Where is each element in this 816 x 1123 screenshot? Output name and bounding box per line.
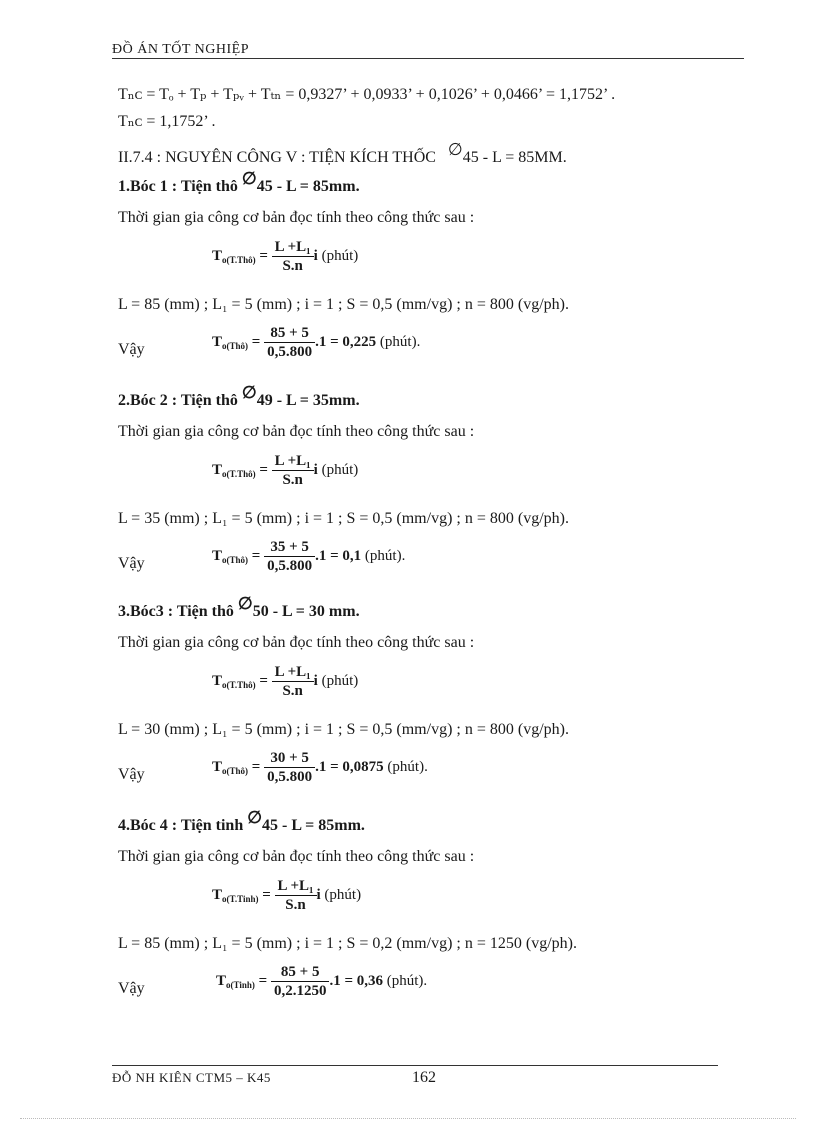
- formula-subscript: o(T.Thô): [222, 679, 256, 690]
- running-header: ĐỒ ÁN TỐT NGHIỆP: [112, 42, 249, 57]
- step-description: Thời gian gia công cơ bản đọc tính theo công thức sau :: [118, 209, 475, 226]
- calc-lhs: $T_{o(Tinh)}$ =: [216, 972, 268, 990]
- step-parameters: L = 85 (mm) ; L₁ = 5 (mm) ; i = 1 ; S = 0,5 (mm/vg) ; n = 800 (vg/ph).: [118, 296, 569, 313]
- calc-subscript: o(Thô): [222, 765, 249, 776]
- formula-multiplier: i: [313, 247, 318, 264]
- step-heading-prefix: 3.Bóc3 : Tiện thô: [118, 603, 238, 620]
- calc-numerator: 85 + 5: [271, 963, 330, 982]
- step-heading-suffix: 45 - L = 85mm.: [262, 817, 365, 834]
- calc-subscript: o(Thô): [222, 340, 249, 351]
- step-heading: [118, 169, 360, 196]
- calc-multiplier: .1 =: [329, 972, 357, 989]
- fraction-denominator: S.n: [285, 897, 306, 913]
- calc-numerator: 30 + 5: [264, 749, 315, 768]
- formula-subscript: o(T.Thô): [222, 254, 256, 265]
- therefore-label: Vậy: [118, 766, 145, 783]
- diameter-icon: ∅: [241, 383, 257, 402]
- formula-fraction: [272, 238, 314, 275]
- step-description: Thời gian gia công cơ bản đọc tính theo công thức sau :: [118, 423, 475, 440]
- calc-multiplier: .1 =: [315, 547, 343, 564]
- calculation-formula: [212, 749, 428, 786]
- calculation-formula: [212, 324, 420, 361]
- page-edge: [20, 1118, 796, 1119]
- footer-rule: [112, 1065, 718, 1066]
- step-heading: [118, 808, 365, 835]
- step-parameters: L = 35 (mm) ; L₁ = 5 (mm) ; i = 1 ; S = 0,5 (mm/vg) ; n = 800 (vg/ph).: [118, 510, 569, 527]
- calc-fraction: [271, 963, 330, 1000]
- general-formula: [212, 877, 361, 914]
- formula-fraction: [272, 663, 314, 700]
- formula-multiplier: i: [313, 461, 318, 478]
- calc-result: 0,1: [342, 547, 362, 564]
- fraction-numerator: L +L₁: [275, 877, 317, 896]
- step-parameters: L = 85 (mm) ; L₁ = 5 (mm) ; i = 1 ; S = 0,2 (mm/vg) ; n = 1250 (vg/ph).: [118, 935, 577, 952]
- calc-result: 0,0875: [342, 758, 384, 775]
- formula-fraction: [272, 452, 314, 489]
- total-time-line: Tₙᴄ = Tₒ + Tₚ + Tₚᵥ + Tₜₙ = 0,9327’ + 0,0933’ + 0,1026’ + 0,0466’ = 1,1752’ .: [118, 86, 616, 103]
- diameter-icon: ∅: [237, 594, 253, 613]
- formula-unit: (phút): [321, 461, 359, 478]
- fraction-numerator: L +L₁: [272, 452, 314, 471]
- step-heading-suffix: 45 - L = 85mm.: [256, 178, 360, 195]
- calc-numerator: 85 + 5: [264, 324, 315, 343]
- step-heading-prefix: 4.Bóc 4 : Tiện tinh: [118, 817, 248, 834]
- fraction-numerator: L +L₁: [272, 663, 314, 682]
- therefore-label: Vậy: [118, 555, 145, 572]
- formula-unit: (phút): [324, 886, 362, 903]
- page-number: 162: [412, 1069, 436, 1086]
- formula-lhs: $T_{o(T.Thô)}$ =: [212, 672, 268, 690]
- fraction-denominator: S.n: [282, 472, 303, 488]
- calc-numerator: 35 + 5: [264, 538, 315, 557]
- step-heading-suffix: 49 - L = 35mm.: [256, 392, 360, 409]
- step-heading: [118, 383, 360, 410]
- calc-fraction: [264, 324, 315, 361]
- formula-lhs: $T_{o(T.Thô)}$ =: [212, 247, 268, 265]
- calc-result: 0,36: [356, 972, 383, 989]
- calc-denominator: 0,5.800: [267, 769, 313, 785]
- section-title-prefix: II.7.4 : NGUYÊN CÔNG V : TIỆN KÍCH THỐC: [118, 149, 436, 166]
- formula-multiplier: i: [313, 672, 318, 689]
- calc-lhs: $T_{o(Thô)}$ =: [212, 758, 261, 776]
- calc-unit: (phút).: [364, 547, 406, 564]
- step-parameters: L = 30 (mm) ; L₁ = 5 (mm) ; i = 1 ; S = 0,5 (mm/vg) ; n = 800 (vg/ph).: [118, 721, 569, 738]
- calculation-formula: [216, 963, 427, 1000]
- formula-unit: (phút): [321, 247, 359, 264]
- calc-fraction: [264, 538, 315, 575]
- calc-unit: (phút).: [379, 333, 421, 350]
- total-time-result: Tₙᴄ = 1,1752’ .: [118, 113, 216, 130]
- header-rule: [112, 58, 744, 59]
- formula-multiplier: i: [316, 886, 321, 903]
- step-description: Thời gian gia công cơ bản đọc tính theo công thức sau :: [118, 848, 475, 865]
- calc-denominator: 0,2.1250: [273, 983, 327, 999]
- calc-subscript: o(Tinh): [226, 979, 255, 990]
- step-heading: [118, 594, 360, 621]
- general-formula: [212, 452, 358, 489]
- calc-unit: (phút).: [386, 972, 428, 989]
- calc-lhs: $T_{o(Thô)}$ =: [212, 547, 261, 565]
- step-heading-prefix: 2.Bóc 2 : Tiện thô: [118, 392, 242, 409]
- calc-denominator: 0,5.800: [267, 344, 313, 360]
- formula-fraction: [275, 877, 317, 914]
- formula-unit: (phút): [321, 672, 359, 689]
- calc-multiplier: .1 =: [315, 758, 343, 775]
- calc-unit: (phút).: [387, 758, 428, 775]
- section-title-suffix: 45 - L = 85MM.: [462, 149, 567, 166]
- calc-subscript: o(Thô): [222, 554, 249, 565]
- calc-fraction: [264, 749, 315, 786]
- fraction-denominator: S.n: [282, 258, 303, 274]
- calc-result: 0,225: [342, 333, 377, 350]
- formula-lhs: $T_{o(T.Tinh)}$ =: [212, 886, 271, 904]
- section-title: [118, 140, 567, 167]
- step-description: Thời gian gia công cơ bản đọc tính theo công thức sau :: [118, 634, 475, 651]
- diameter-icon: ∅: [247, 808, 263, 827]
- fraction-numerator: L +L₁: [272, 238, 314, 257]
- formula-subscript: o(T.Thô): [222, 468, 256, 479]
- diameter-icon: ∅: [447, 140, 463, 159]
- footer-author: ĐỖ NH KIÊN CTM5 – K45: [112, 1070, 271, 1085]
- general-formula: [212, 663, 358, 700]
- therefore-label: Vậy: [118, 341, 145, 358]
- therefore-label: Vậy: [118, 980, 145, 997]
- fraction-denominator: S.n: [282, 683, 303, 699]
- general-formula: [212, 238, 358, 275]
- calc-denominator: 0,5.800: [267, 558, 313, 574]
- diameter-icon: ∅: [241, 169, 257, 188]
- formula-subscript: o(T.Tinh): [222, 893, 259, 904]
- formula-lhs: $T_{o(T.Thô)}$ =: [212, 461, 268, 479]
- step-heading-prefix: 1.Bóc 1 : Tiện thô: [118, 178, 242, 195]
- calc-multiplier: .1 =: [315, 333, 343, 350]
- calculation-formula: [212, 538, 405, 575]
- step-heading-suffix: 50 - L = 30 mm.: [252, 603, 360, 620]
- calc-lhs: $T_{o(Thô)}$ =: [212, 333, 261, 351]
